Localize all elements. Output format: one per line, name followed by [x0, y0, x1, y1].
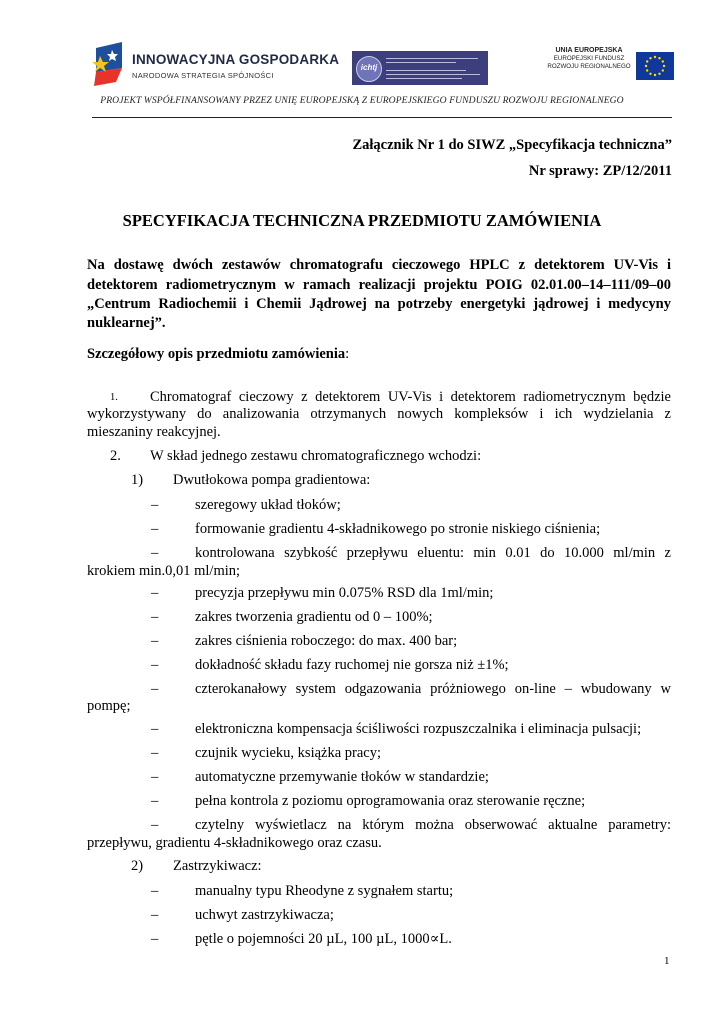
- ig-logo-subtitle: NARODOWA STRATEGIA SPÓJNOŚCI: [132, 71, 274, 80]
- section-heading-text: Szczegółowy opis przedmiotu zamówienia: [87, 346, 346, 362]
- logo-text-line: [386, 58, 478, 59]
- list-item: szeregowy układ tłoków;: [195, 497, 341, 513]
- eu-logo-text: [544, 47, 634, 71]
- list-dash: –: [151, 769, 159, 785]
- case-number: Nr sprawy: ZP/12/2011: [528, 163, 672, 179]
- list-dash: –: [151, 521, 159, 537]
- list-dash: –: [151, 907, 159, 923]
- list-dash: –: [151, 721, 159, 737]
- annex-line: Załącznik Nr 1 do SIWZ „Specyfikacja techniczna”: [352, 137, 672, 153]
- list-dash: –: [151, 497, 159, 513]
- eu-logo-line3: ROZWOJU REGIONALNEGO: [547, 63, 631, 70]
- list-item-continued: krokiem min.0,01 ml/min;: [87, 563, 241, 579]
- page-title: SPECYFIKACJA TECHNICZNA PRZEDMIOTU ZAMÓWIENIA: [122, 211, 602, 230]
- list-item: uchwyt zastrzykiwacza;: [195, 907, 334, 923]
- eu-logo-line2: EUROPEJSKI FUNDUSZ: [553, 55, 625, 62]
- subitem-title: Dwutłokowa pompa gradientowa:: [173, 472, 371, 488]
- list-item: czytelny wyświetlacz na którym można obserwować aktualne parametry:: [195, 817, 671, 833]
- list-item: zakres tworzenia gradientu od 0 – 100%;: [195, 609, 433, 625]
- eu-logo: [544, 42, 676, 90]
- ichtj-logo: [352, 51, 488, 85]
- list-item: zakres ciśnienia roboczego: do max. 400 bar;: [195, 633, 458, 649]
- project-cofinancing-line: PROJEKT WSPÓŁFINANSOWANY PRZEZ UNIĘ EUROPEJSKĄ Z EUROPEJSKIEGO FUNDUSZU ROZWOJU REGIONALNEGO: [100, 95, 624, 106]
- list-dash: –: [151, 609, 159, 625]
- item-number: 2.: [110, 448, 121, 464]
- list-dash: –: [151, 793, 159, 809]
- intro-line: „Centrum Radiochemii i Chemii Jądrowej na potrzeby energetyki jądrowej i medycyny: [87, 296, 671, 312]
- logo-text-line: [386, 62, 456, 63]
- list-item: manualny typu Rheodyne z sygnałem startu;: [195, 883, 454, 899]
- eu-logo-line1: UNIA EUROPEJSKA: [555, 47, 623, 54]
- logo-text-line: [386, 70, 466, 71]
- header-logos: [92, 40, 676, 92]
- subitem-number: 2): [131, 858, 144, 874]
- subitem-title: Zastrzykiwacz:: [173, 858, 262, 874]
- list-dash: –: [151, 545, 159, 561]
- ig-logo-title: INNOWACYJNA GOSPODARKA: [132, 52, 340, 67]
- ichtj-seal-icon: [356, 56, 382, 82]
- logo-text-line: [386, 74, 480, 75]
- list-item: czterokanałowy system odgazowania próżniowego on-line – wbudowany w: [195, 681, 671, 697]
- list-item: elektroniczna kompensacja ściśliwości rozpuszczalnika i eliminacja pulsacji;: [195, 721, 642, 737]
- list-item: dokładność składu fazy ruchomej nie gorsza niż ±1%;: [195, 657, 509, 673]
- list-item: czujnik wycieku, książka pracy;: [195, 745, 382, 761]
- section-heading-colon: :: [345, 346, 350, 362]
- list-dash: –: [151, 633, 159, 649]
- logo-text-line: [386, 78, 462, 79]
- list-item: formowanie gradientu 4-składnikowego po stronie niskiego ciśnienia;: [195, 521, 601, 537]
- list-dash: –: [151, 931, 159, 947]
- list-item: pętle o pojemności 20 µL, 100 µL, 1000∝L.: [195, 931, 452, 947]
- subitem-number: 1): [131, 472, 144, 488]
- list-dash: –: [151, 817, 159, 833]
- list-dash: –: [151, 657, 159, 673]
- eu-flag-icon: [636, 52, 674, 80]
- intro-line: nuklearnej”.: [87, 315, 166, 331]
- section-heading: [87, 346, 349, 363]
- item1-line: wykorzystywany do analizowania otrzymanych nowych kompleksów i ich wydzielania z: [87, 406, 671, 422]
- ichtj-abbr: ichtj: [360, 63, 378, 72]
- item1-line: Chromatograf cieczowy z detektorem UV-Vis i detektorem radiometrycznym będzie: [150, 389, 671, 405]
- list-dash: –: [151, 681, 159, 697]
- list-item: automatyczne przemywanie tłoków w standardzie;: [195, 769, 489, 785]
- innowacyjna-gospodarka-logo: [92, 42, 340, 90]
- item2-text: W skład jednego zestawu chromatograficznego wchodzi:: [150, 448, 482, 464]
- ig-flag-icon: [92, 42, 126, 90]
- list-item-continued: pompę;: [87, 698, 131, 714]
- list-dash: –: [151, 745, 159, 761]
- list-dash: –: [151, 883, 159, 899]
- list-item: kontrolowana szybkość przepływu eluentu: min 0.01 do 10.000 ml/min z: [195, 545, 671, 561]
- intro-line: Na dostawę dwóch zestawów chromatografu cieczowego HPLC z detektorem UV-Vis i: [87, 257, 671, 273]
- header-divider: [92, 117, 672, 118]
- item-number: 1.: [110, 392, 118, 403]
- item1-line: mieszaniny reakcyjnej.: [87, 424, 221, 440]
- list-item: precyzja przepływu min 0.075% RSD dla 1ml/min;: [195, 585, 494, 601]
- page-number: 1: [664, 955, 670, 967]
- list-item: pełna kontrola z poziomu oprogramowania oraz sterowanie ręczne;: [195, 793, 586, 809]
- list-dash: –: [151, 585, 159, 601]
- intro-line: detektorem radiometrycznym w ramach realizacji projektu POIG 02.01.00–14–111/09–00: [87, 277, 671, 293]
- list-item-continued: przepływu, gradientu 4-składnikowego oraz czasu.: [87, 835, 382, 851]
